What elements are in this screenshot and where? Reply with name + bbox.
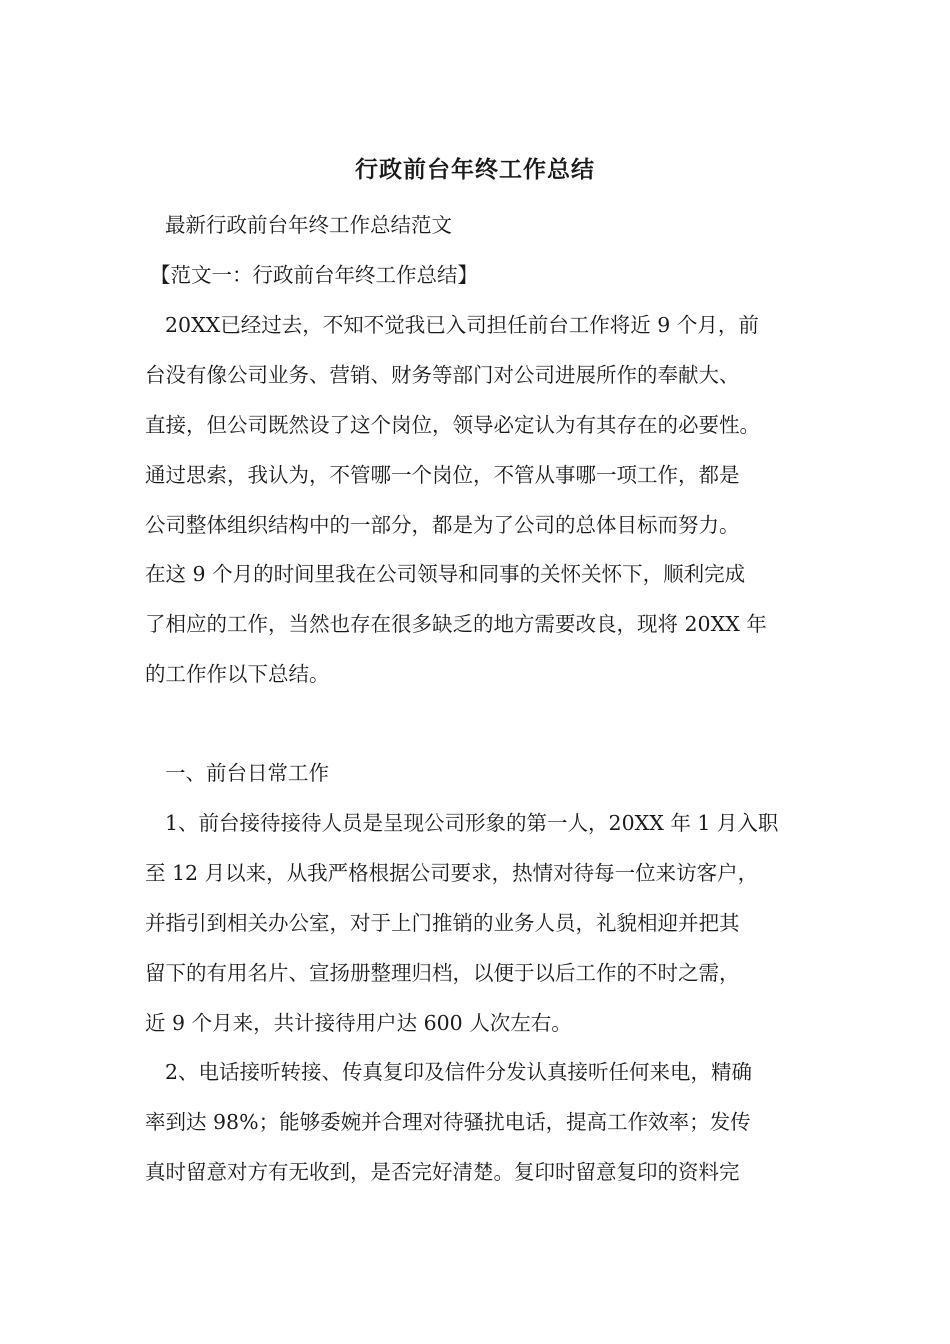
- paragraph-line: 直接，但公司既然设了这个岗位，领导必定认为有其存在的必要性。: [145, 413, 760, 437]
- list-item-line: 近 9 个月来，共计接待用户达 600 人次左右。: [145, 1011, 572, 1035]
- section-label: 【范文一：行政前台年终工作总结】: [150, 263, 478, 287]
- paragraph-line: 20XX已经过去，不知不觉我已入司担任前台工作将近 9 个月，前: [165, 313, 759, 337]
- list-item-line: 率到达 98%；能够委婉并合理对待骚扰电话，提高工作效率；发传: [145, 1110, 751, 1134]
- paragraph-line: 通过思索，我认为，不管哪一个岗位，不管从事哪一项工作，都是: [145, 463, 740, 487]
- list-item-line: 至 12 月以来，从我严格根据公司要求，热情对待每一位来访客户，: [145, 861, 759, 885]
- paragraph-line: 公司整体组织结构中的一部分，都是为了公司的总体目标而努力。: [145, 513, 740, 537]
- document-title: 行政前台年终工作总结: [355, 156, 595, 183]
- paragraph-line: 的工作作以下总结。: [145, 662, 330, 686]
- document-subtitle: 最新行政前台年终工作总结范文: [165, 213, 452, 237]
- list-item-line: 1、前台接待接待人员是呈现公司形象的第一人，20XX 年 1 月入职: [165, 811, 779, 835]
- list-item-line: 留下的有用名片、宣扬册整理归档，以便于以后工作的不时之需，: [145, 961, 740, 985]
- section-heading: 一、前台日常工作: [165, 761, 329, 785]
- list-item-line: 真时留意对方有无收到，是否完好清楚。复印时留意复印的资料完: [145, 1160, 740, 1184]
- paragraph-line: 台没有像公司业务、营销、财务等部门对公司进展所作的奉献大、: [145, 363, 740, 387]
- list-item-line: 并指引到相关办公室，对于上门推销的业务人员，礼貌相迎并把其: [145, 911, 740, 935]
- list-item-line: 2、电话接听转接、传真复印及信件分发认真接听任何来电，精确: [165, 1060, 753, 1084]
- paragraph-line: 了相应的工作，当然也存在很多缺乏的地方需要改良，现将 20XX 年: [145, 612, 767, 636]
- paragraph-line: 在这 9 个月的时间里我在公司领导和同事的关怀关怀下，顺利完成: [145, 562, 746, 586]
